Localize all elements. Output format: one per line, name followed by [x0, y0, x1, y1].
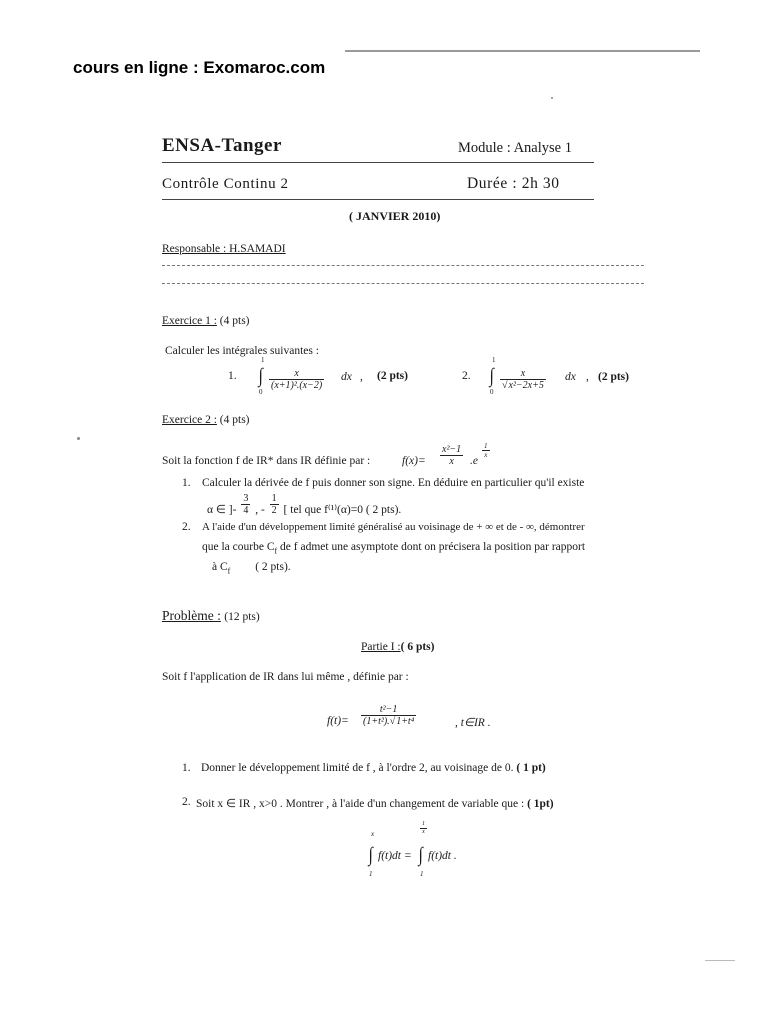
integral1-expression: [258, 356, 368, 396]
problem-item2-text: Soit x ∈ IR , x>0 . Montrer , à l'aide d'un changement de variable que :: [196, 798, 525, 810]
problem-title: Problème :: [162, 608, 221, 623]
equation-upper-1: x: [371, 830, 375, 838]
exercise2-function-fraction: [440, 444, 463, 467]
scan-speck: [77, 437, 80, 440]
exercise2-item2-line1: A l'aide d'un développement limité généralisé au voisinage de + ∞ et de - ∞, démontrer: [202, 521, 585, 533]
exercise2-function-denominator: x: [449, 456, 454, 467]
exercise1-heading: [162, 315, 250, 327]
problem-definition: Soit f l'application de IR dans lui même , définie par :: [162, 671, 409, 683]
exercise2-item2-line3: [212, 561, 291, 575]
integral-sign: ∫: [368, 844, 373, 866]
denominator-radicand: 1+t⁴: [396, 716, 415, 727]
problem-function: [327, 703, 527, 739]
dashed-rule: [162, 265, 644, 266]
exercise2-exp-denominator: x: [484, 451, 488, 459]
header-rule: [162, 199, 594, 200]
interval-fraction-2-num: 1: [271, 493, 277, 504]
equation-upper-2-den: x: [422, 829, 425, 835]
equation-left: f(t)dt =: [378, 850, 412, 862]
problem-function-fraction: [361, 704, 416, 727]
exercise2-heading: [162, 414, 250, 426]
exercise2-points: (4 pts): [219, 414, 250, 426]
scan-edge-line: [345, 50, 700, 52]
integral2-radicand: x²−2x+5: [508, 380, 544, 391]
equation-lower-1: 1: [369, 870, 373, 878]
equation-upper-2-num: 1: [422, 821, 425, 827]
exercise2-exp-numerator: 1: [484, 442, 488, 450]
exercise1-instruction: Calculer les intégrales suivantes :: [165, 345, 319, 357]
problem-function-numerator: t²−1: [361, 704, 416, 716]
responsable: [162, 243, 286, 255]
exercise2-title: Exercice 2 :: [162, 414, 217, 426]
exercise1-title: Exercice 1 :: [162, 315, 217, 327]
integral1-points: (2 pts): [377, 370, 408, 382]
interval-end: [ tel que f⁽¹⁾(α)=0 ( 2 pts).: [283, 504, 402, 517]
problem-item1-text: Donner le développement limité de f , à l'ordre 2, au voisinage de 0.: [201, 762, 514, 774]
exercise2-exp-base: .e: [470, 455, 478, 467]
curve-subscript-2: f: [227, 566, 231, 576]
denominator-part: (1+t²).: [363, 716, 390, 727]
exercise2-function-numerator: x²−1: [442, 444, 462, 455]
interval-open: α ∈ ]-: [207, 504, 237, 517]
integral1-separator: ,: [360, 371, 363, 383]
equation-lower-2: 1: [420, 870, 424, 878]
partie-title: Partie I :: [361, 641, 401, 653]
curve-subscript: f: [274, 546, 278, 556]
problem-item1-number: 1.: [182, 762, 191, 774]
module-name: Module : Analyse 1: [458, 140, 572, 156]
problem-item1-points: ( 1 pt): [516, 762, 546, 774]
exam-duration: Durée : 2h 30: [467, 175, 560, 192]
integral2-number: 2.: [462, 370, 471, 382]
curve-text: que la courbe C: [202, 541, 275, 553]
integral2-points: (2 pts): [598, 371, 629, 383]
exercise2-function: [402, 444, 492, 478]
exercise2-item1-number: 1.: [182, 477, 191, 489]
header-rule: [162, 162, 594, 163]
partie-points: ( 6 pts): [400, 641, 435, 653]
integral1-numerator: x: [269, 368, 324, 380]
problem-function-denominator: (1+t²).√1+t⁴: [363, 716, 415, 727]
problem-item2-points: ( 1pt): [527, 798, 554, 810]
problem-function-domain: , t∈IR .: [455, 717, 491, 729]
problem-item2-number: 2.: [182, 796, 191, 808]
asymptote-text: de f admet une asymptote dont on précisera la position par rapport: [280, 541, 586, 553]
problem-function-lhs: f(t)=: [327, 715, 349, 727]
interval-fraction-2-den: 2: [271, 505, 277, 516]
school-name: ENSA-Tanger: [162, 135, 282, 156]
integral2-denominator: √x²−2x+5: [502, 380, 544, 391]
problem-item1: [201, 762, 546, 774]
partie-heading: [361, 641, 434, 653]
integral2-numerator: x: [500, 368, 546, 380]
integral2-separator: ,: [586, 371, 589, 383]
interval-mid: , -: [255, 504, 265, 517]
exercise2-item2-number: 2.: [182, 521, 191, 533]
problem-equation: [368, 821, 488, 880]
integral-sign: ∫: [258, 365, 263, 387]
integral2-lower: 0: [490, 388, 494, 396]
exercise2-item1-interval: [207, 493, 401, 519]
responsable-label: Responsable : H.SAMADI: [162, 243, 286, 255]
problem-points: (12 pts): [224, 611, 260, 623]
integral2-fraction: [500, 368, 546, 391]
equation-right: f(t)dt .: [428, 850, 457, 862]
site-watermark: cours en ligne : Exomaroc.com: [73, 58, 326, 77]
integral1-upper: 1: [261, 356, 265, 364]
integral1-lower: 0: [259, 388, 263, 396]
curve-text-2: à C: [212, 561, 228, 573]
problem-item2: [196, 796, 554, 810]
exam-title: Contrôle Continu 2: [162, 176, 289, 192]
equation-upper-2: [420, 821, 427, 836]
integral1-fraction: [269, 368, 324, 391]
dashed-rule: [162, 283, 644, 284]
exercise2-exp-fraction: [482, 442, 490, 459]
exercise2-item2-points: ( 2 pts).: [255, 561, 291, 573]
integral1-number: 1.: [228, 370, 237, 382]
interval-fraction-1-den: 4: [243, 505, 249, 516]
integral-sign: ∫: [418, 844, 423, 866]
exercise2-item1-text: Calculer la dérivée de f puis donner son signe. En déduire en particulier qu'il existe: [202, 477, 585, 489]
exercise1-points: (4 pts): [219, 315, 250, 327]
scan-speck: [551, 97, 553, 99]
exam-date: ( JANVIER 2010): [349, 209, 441, 223]
integral2-expression: [489, 356, 599, 396]
exercise2-item2-line2: [202, 541, 585, 555]
problem-heading: [162, 608, 260, 624]
exercise2-function-lhs: f(x)=: [402, 455, 426, 467]
integral-sign: ∫: [489, 365, 494, 387]
integral2-upper: 1: [492, 356, 496, 364]
interval-fraction-1: [241, 493, 250, 516]
interval-fraction-2: [270, 493, 279, 516]
scan-mark: [705, 960, 735, 961]
integral2-dx: dx: [565, 371, 576, 383]
integral1-dx: dx: [341, 371, 352, 383]
integral1-denominator: (x+1)².(x−2): [271, 380, 323, 391]
exercise2-definition: Soit la fonction f de IR* dans IR définie par :: [162, 455, 371, 467]
interval-fraction-1-num: 3: [243, 493, 249, 504]
